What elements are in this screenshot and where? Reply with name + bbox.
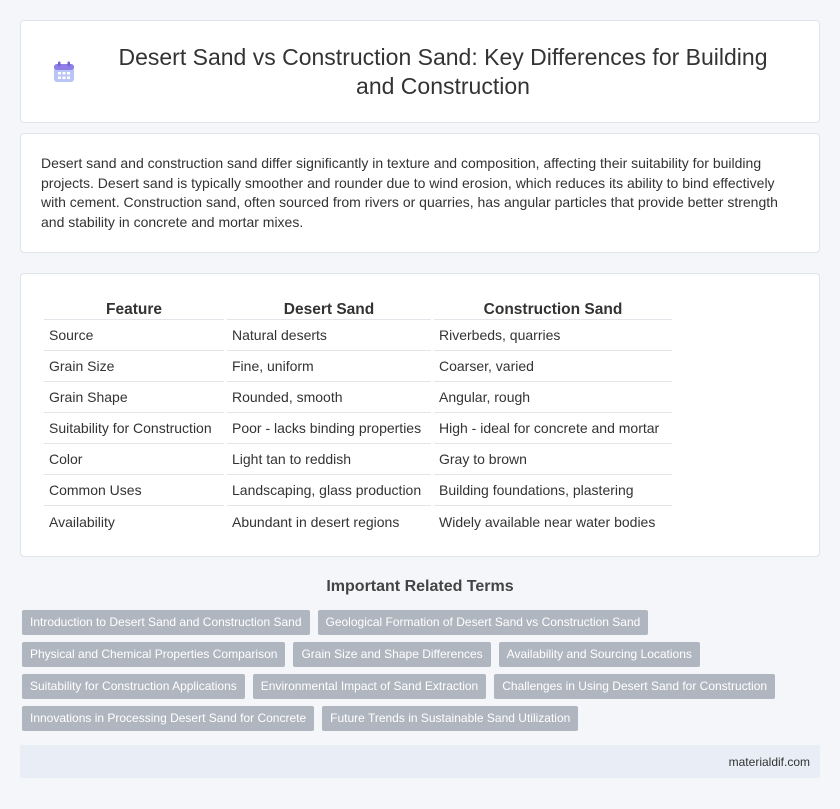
table-cell: Riverbeds, quarries: [434, 320, 672, 351]
table-cell: High - ideal for concrete and mortar: [434, 413, 672, 444]
table-row: [44, 475, 672, 506]
table-row: [44, 320, 672, 351]
header: [21, 21, 819, 122]
related-term-tag[interactable]: Availability and Sourcing Locations: [499, 642, 700, 667]
related-term-tag[interactable]: Future Trends in Sustainable Sand Utilization: [322, 706, 578, 731]
table-cell: Landscaping, glass production: [227, 475, 431, 506]
table-cell: Coarser, varied: [434, 351, 672, 382]
header-construction-sand: Construction Sand: [434, 294, 672, 320]
related-term-tag[interactable]: Physical and Chemical Properties Comparison: [22, 642, 285, 667]
table-row: [44, 351, 672, 382]
header-card: [20, 20, 820, 123]
table-cell: Rounded, smooth: [227, 382, 431, 413]
related-term-tag[interactable]: Challenges in Using Desert Sand for Construction: [494, 674, 775, 699]
table-cell: Light tan to reddish: [227, 444, 431, 475]
intro-paragraph: Desert sand and construction sand differ significantly in texture and composition, affecting their suitability for building projects. Desert sand is typically smoother and rounder due to wind erosion, which reduces its ability to bind effectively with cement. Construction sand, often sourced from rivers or quarries, has angular particles that provide better strength and stability in concrete and mortar mixes.: [41, 155, 778, 230]
related-terms-title: Important Related Terms: [326, 578, 514, 595]
table-cell: Common Uses: [44, 475, 224, 506]
table-row: [44, 444, 672, 475]
page-title: Desert Sand vs Construction Sand: Key Differences for Building and Construction: [118, 43, 768, 99]
table-header-row: [44, 294, 672, 320]
table-cell: Availability: [49, 513, 115, 530]
header-desert-sand: Desert Sand: [227, 294, 431, 320]
table-cell: Building foundations, plastering: [434, 475, 672, 506]
table-cell: Grain Size: [44, 351, 224, 382]
table-cell: Source: [44, 320, 224, 351]
table-cell: Abundant in desert regions: [232, 513, 400, 530]
footer: [20, 745, 820, 778]
table-cell: Suitability for Construction: [44, 413, 224, 444]
table-cell: Fine, uniform: [227, 351, 431, 382]
related-term-tag[interactable]: Geological Formation of Desert Sand vs Construction Sand: [318, 610, 649, 635]
table-row: [44, 413, 672, 444]
table-cell: Gray to brown: [434, 444, 672, 475]
site-link[interactable]: materialdif.com: [728, 754, 810, 769]
related-terms-list: [22, 610, 822, 738]
related-term-tag[interactable]: Innovations in Processing Desert Sand for Concrete: [22, 706, 314, 731]
related-term-tag[interactable]: Grain Size and Shape Differences: [293, 642, 490, 667]
table-cell: Grain Shape: [44, 382, 224, 413]
table-cell: Color: [44, 444, 224, 475]
related-term-tag[interactable]: Suitability for Construction Applications: [22, 674, 245, 699]
table-row: [44, 382, 672, 413]
table-row: [44, 506, 672, 537]
comparison-table: [41, 294, 675, 537]
table-cell: Widely available near water bodies: [439, 513, 656, 530]
table-cell: Angular, rough: [434, 382, 672, 413]
intro-card: [20, 133, 820, 253]
table-cell: Poor - lacks binding properties: [227, 413, 431, 444]
comparison-card: [20, 273, 820, 557]
calendar-icon: [51, 59, 77, 85]
header-feature: Feature: [44, 294, 224, 320]
related-term-tag[interactable]: Environmental Impact of Sand Extraction: [253, 674, 486, 699]
related-term-tag[interactable]: Introduction to Desert Sand and Construction Sand: [22, 610, 310, 635]
table-cell: Natural deserts: [227, 320, 431, 351]
